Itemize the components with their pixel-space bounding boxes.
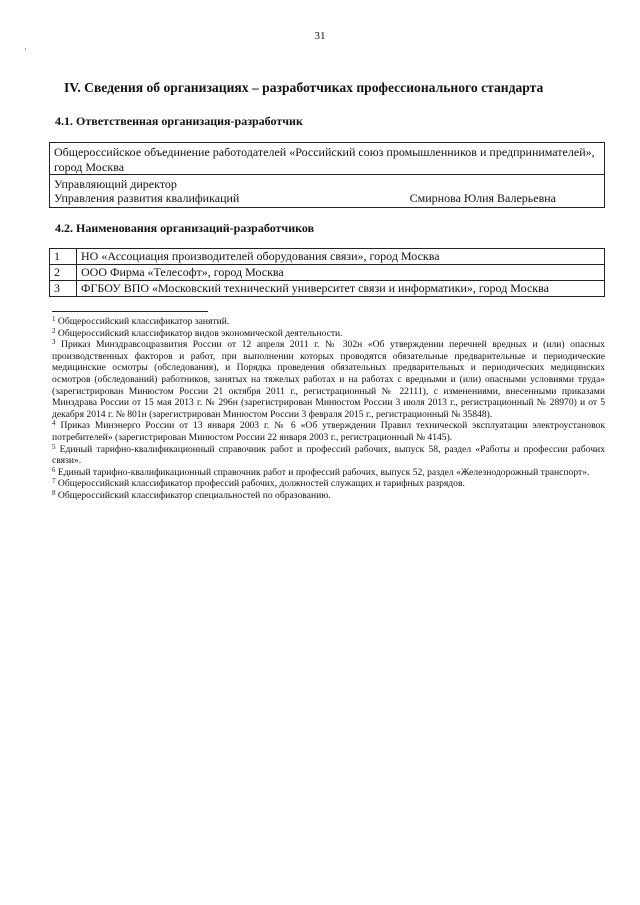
- footnote-text: Приказ Минэнерго России от 13 января 2003 г. № 6 «Об утверждении Правил технической эксплуатации электроустановок потребителей» (зарегистрирован Минюстом России 22 января 2003 г., регистрационный № 4145).: [52, 420, 606, 443]
- footnote: [52, 444, 605, 467]
- footnote-mark: 6: [52, 465, 56, 474]
- responsible-org-box: [49, 142, 605, 208]
- footnote: [52, 339, 605, 420]
- footnote-text: Общероссийский классификатор видов экономической деятельности.: [57, 327, 343, 339]
- row-number: 1: [50, 249, 77, 265]
- footnote: [52, 467, 605, 479]
- developers-heading: 4.2. Наименования организаций-разработчиков: [55, 221, 315, 235]
- developer-name: НО «Ассоциация производителей оборудования связи», город Москва: [77, 249, 605, 265]
- row-number: 3: [50, 281, 77, 297]
- table-row: [50, 265, 605, 281]
- footnote: [52, 420, 605, 443]
- responsible-org-heading: 4.1. Ответственная организация-разработчик: [55, 114, 303, 128]
- footnote: [52, 328, 605, 340]
- footnote-mark: 7: [52, 477, 56, 486]
- developer-name: ООО Фирма «Телесофт», город Москва: [77, 265, 605, 281]
- footnote-text: Приказ Минздравсоцразвития России от 12 апреля 2011 г. № 302н «Об утверждении перечней вредных и (или) опасных производственных факторов и работ, при выполнении которых проводятся обязательные предварительные и периодические медицинские осмотры (обследования), и Порядка проведения обязательных предварительных и периодических медицинских осмотров (обследований) работников, занятых на тяжелых работах и на работах с вредными и (или) опасными условиями труда» (зарегистрирован Минюстом России 21 октября 2011 г., регистрационный № 22111), с изменениями, внесенными приказами Минздрава России от 15 мая 2013 г. № 296н (зарегистрирован Минюстом России 3 июля 2013 г., регистрационный № 28970) и от 5 декабря 2014 г. № 801н (зарегистрирован Минюстом России 3 февраля 2015 г., регистрационный № 35848).: [52, 339, 605, 420]
- footnote-mark: 8: [52, 488, 56, 497]
- responsible-org-name: Общероссийское объединение работодателей «Российский союз промышленников и предпринимателей», город Москва: [50, 143, 604, 175]
- row-number: 2: [50, 265, 77, 281]
- table-row: [50, 281, 605, 297]
- table-row: [50, 249, 605, 265]
- head-position-line1: Управляющий директор: [54, 177, 177, 191]
- footnote-text: Единый тарифно-квалификационный справочник работ и профессий рабочих, выпуск 58, раздел «Работы и профессии рабочих связи».: [52, 443, 605, 467]
- head-person-name: Смирнова Юлия Валерьевна: [409, 191, 556, 205]
- footnote-mark: 5: [52, 442, 56, 451]
- footnote-mark: 3: [52, 338, 56, 347]
- page-number: 31: [314, 30, 326, 42]
- footnote-text: Общероссийский классификатор занятий.: [57, 316, 230, 327]
- developers-table: [49, 248, 605, 297]
- footnote: [52, 316, 605, 328]
- footnote-text: Общероссийский классификатор специальностей по образованию.: [57, 489, 331, 501]
- scan-speck: ·: [24, 44, 27, 54]
- footnote: [52, 490, 605, 502]
- footnote-text: Единый тарифно-квалификационный справочник работ и профессий рабочих, выпуск 52, раздел «Железнодорожный транспорт».: [57, 466, 590, 478]
- footnote-mark: 4: [52, 419, 56, 428]
- footnote-text: Общероссийский классификатор профессий рабочих, должностей служащих и тарифных разрядов.: [57, 478, 465, 490]
- footnote-mark: 2: [52, 326, 56, 335]
- developer-name: ФГБОУ ВПО «Московский технический университет связи и информатики», город Москва: [77, 281, 605, 297]
- section-title: IV. Сведения об организациях – разработчиках профессионального стандарта: [64, 80, 544, 95]
- footnote: [52, 478, 605, 490]
- head-position-line2: Управления развития квалификаций: [54, 191, 240, 205]
- footnotes: [52, 316, 605, 502]
- footnote-mark: 1: [52, 315, 56, 323]
- footnote-divider: [52, 311, 208, 312]
- responsible-org-head: [50, 175, 604, 207]
